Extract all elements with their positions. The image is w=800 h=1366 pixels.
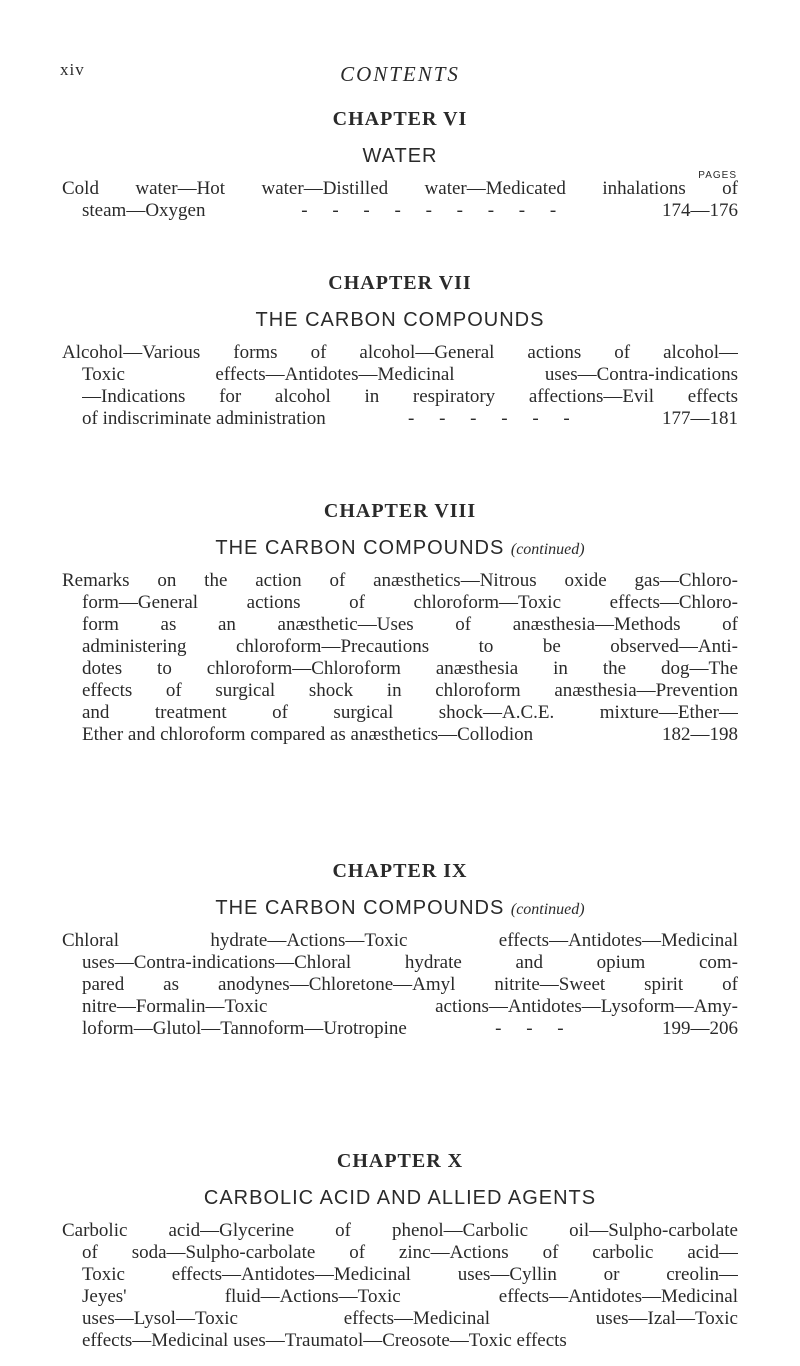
entry-line: Toxic effects—Antidotes—Medicinal uses—Cyllin or creolin— <box>82 1264 738 1285</box>
entry-line: Chloral hydrate—Actions—Toxic effects—Antidotes—Medicinal <box>62 930 738 951</box>
entry-line: Carbolic acid—Glycerine of phenol—Carbolic oil—Sulpho-carbolate <box>62 1220 738 1241</box>
entry-line: pared as anodynes—Chloretone—Amyl nitrite—Sweet spirit of <box>82 974 738 995</box>
page-range: 182—198 <box>662 724 738 745</box>
chapter-8 <box>0 500 800 746</box>
chapter-entries <box>0 1220 800 1352</box>
chapter-subtitle <box>0 537 800 560</box>
entry-line: effects of surgical shock in chloroform anæsthesia—Prevention <box>82 680 738 701</box>
entry-line: effects—Medicinal uses—Traumatol—Creosote—Toxic effects <box>82 1330 567 1351</box>
chapter-subtitle-text: THE CARBON COMPOUNDS <box>215 897 505 919</box>
chapter-entries <box>0 570 800 746</box>
chapter-title: CHAPTER X <box>336 1150 464 1172</box>
chapter-subtitle <box>0 145 800 168</box>
chapter-entries <box>0 342 800 430</box>
entry-line: Ether and chloroform compared as anæsthetics—Collodion <box>82 724 534 745</box>
entry-line: steam—Oxygen <box>82 200 206 221</box>
chapter-7 <box>0 272 800 430</box>
entry-line: Jeyes' fluid—Actions—Toxic effects—Antidotes—Medicinal <box>82 1286 738 1307</box>
entry-line: of soda—Sulpho-carbolate of zinc—Actions of carbolic acid— <box>82 1242 738 1263</box>
entry-line: of indiscriminate administration <box>82 408 326 429</box>
entry-last-line <box>82 724 738 746</box>
chapter-10 <box>0 1150 800 1352</box>
entry-last-line <box>82 408 738 430</box>
chapter-subtitle-note: (continued) <box>510 901 585 918</box>
dot-leaders: - - - - - - - - - <box>301 200 567 221</box>
chapter-title: CHAPTER VIII <box>323 500 477 522</box>
chapter-title: CHAPTER VII <box>328 272 472 294</box>
chapter-subtitle <box>0 897 800 920</box>
dot-leaders: - - - - - - <box>408 408 580 429</box>
entry-line: Remarks on the action of anæsthetics—Nitrous oxide gas—Chloro- <box>62 570 738 591</box>
entry-line: —Indications for alcohol in respiratory affections—Evil effects <box>82 386 738 407</box>
chapter-subtitle-text: CARBOLIC ACID AND ALLIED AGENTS <box>203 1187 597 1209</box>
chapter-6 <box>0 108 800 222</box>
entry-line: Cold water—Hot water—Distilled water—Medicated inhalations of <box>62 178 738 199</box>
chapter-title: CHAPTER VI <box>332 108 468 130</box>
entry-line: Toxic effects—Antidotes—Medicinal uses—Contra-indications <box>82 364 738 385</box>
page-range: 199—206 <box>661 1018 738 1039</box>
chapter-subtitle-text: WATER <box>362 145 438 167</box>
running-head: CONTENTS <box>340 62 460 86</box>
entry-line: nitre—Formalin—Toxic actions—Antidotes—Lysoform—Amy- <box>82 996 738 1017</box>
entry-line: administering chloroform—Precautions to be observed—Anti- <box>82 636 738 657</box>
entry-line: Alcohol—Various forms of alcohol—General actions of alcohol— <box>62 342 738 363</box>
chapter-subtitle <box>0 309 800 332</box>
dot-leaders: - - - <box>495 1018 574 1039</box>
page-number: xiv <box>60 60 85 79</box>
entry-line: and treatment of surgical shock—A.C.E. mixture—Ether— <box>82 702 738 723</box>
entry-line: uses—Lysol—Toxic effects—Medicinal uses—Izal—Toxic <box>82 1308 738 1329</box>
chapter-subtitle-text: THE CARBON COMPOUNDS <box>215 537 505 559</box>
page-range: 177—181 <box>662 408 738 429</box>
chapter-9 <box>0 860 800 1040</box>
entry-line: form—General actions of chloroform—Toxic effects—Chloro- <box>82 592 738 613</box>
page-range: 174—176 <box>662 200 738 221</box>
entry-last-line <box>82 1018 738 1040</box>
entry-line: dotes to chloroform—Chloroform anæsthesia in the dog—The <box>82 658 738 679</box>
chapter-subtitle-text: THE CARBON COMPOUNDS <box>255 309 545 331</box>
entry-line: form as an anæsthetic—Uses of anæsthesia—Methods of <box>82 614 738 635</box>
chapter-entries <box>0 178 800 222</box>
pages-column-label: PAGES <box>698 170 737 181</box>
entry-last-line <box>82 200 738 222</box>
entry-line: loform—Glutol—Tannoform—Urotropine <box>82 1018 407 1039</box>
entry-line: uses—Contra-indications—Chloral hydrate and opium com- <box>82 952 738 973</box>
chapter-subtitle <box>0 1187 800 1210</box>
chapter-subtitle-note: (continued) <box>510 541 585 558</box>
chapter-title: CHAPTER IX <box>332 860 468 882</box>
chapter-entries <box>0 930 800 1040</box>
